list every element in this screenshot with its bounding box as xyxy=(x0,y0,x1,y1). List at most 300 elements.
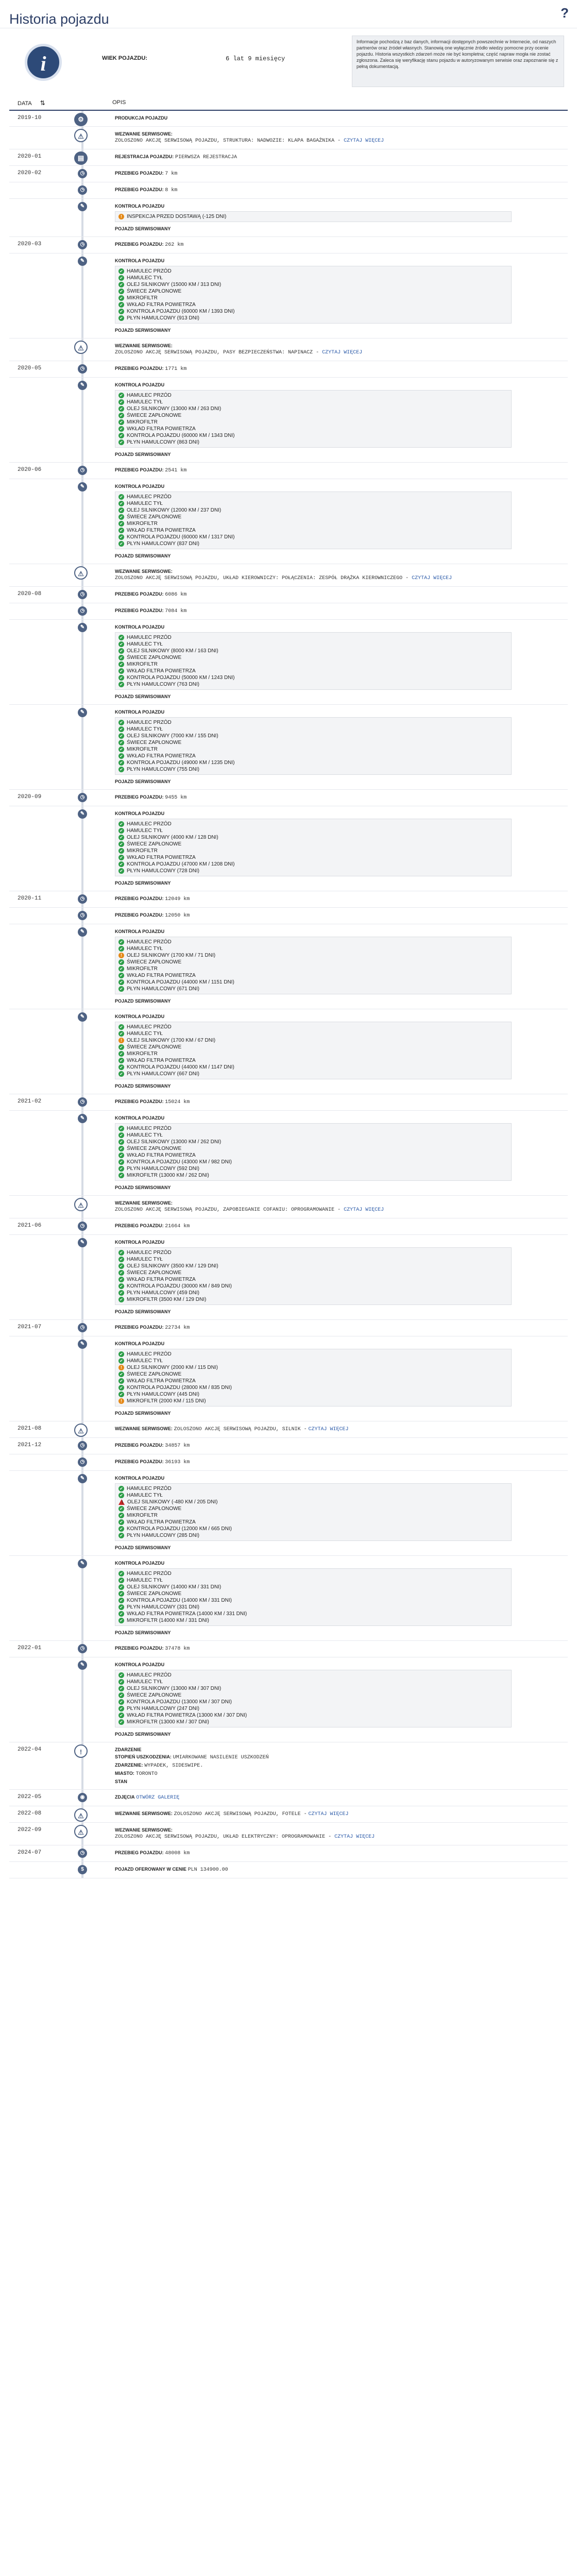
serviced-label: POJAZD SERWISOWANY xyxy=(115,226,171,231)
check-item: ✔ WKŁAD FILTRA POWIETRZA xyxy=(118,301,508,308)
check-item: ✔ HAMULEC PRZÓD xyxy=(118,634,508,641)
check-item: ✔ WKŁAD FILTRA POWIETRZA xyxy=(118,1057,508,1064)
mileage-label: PRZEBIEG POJAZDU: xyxy=(115,1325,164,1330)
sort-icon[interactable]: ⇅ xyxy=(40,99,45,107)
odometer-icon: ◷ xyxy=(78,1097,87,1107)
check-item: ✔ PŁYN HAMULCOWY (459 DNI) xyxy=(118,1290,508,1296)
row-date: 2021-02 xyxy=(18,1098,42,1105)
check-item: ✔ PŁYN HAMULCOWY (863 DNI) xyxy=(118,439,508,446)
history-row-production xyxy=(9,111,568,127)
recall-description: ZOLOSZONO AKCJĘ SERWISOWĄ POJAZDU, ZAPOBIEGANIE COFANIU: OPROGRAMOWANIE - xyxy=(115,1207,341,1213)
row-date: 2020-06 xyxy=(18,467,42,473)
serviced-label: POJAZD SERWISOWANY xyxy=(115,779,171,784)
check-item: ✔ WKŁAD FILTRA POWIETRZA xyxy=(118,1276,508,1283)
check-item: ✔ HAMULEC TYŁ xyxy=(118,726,508,733)
serviced-label: POJAZD SERWISOWANY xyxy=(115,1732,171,1737)
photos-label: ZDJĘCIA xyxy=(115,1794,135,1800)
checklist xyxy=(115,1483,512,1541)
recall-label: WEZWANIE SERWISOWE: xyxy=(115,1200,173,1206)
price-tag-icon: $ xyxy=(78,1865,87,1874)
history-row-inspection xyxy=(9,705,568,790)
state-label: STAN xyxy=(115,1779,127,1784)
check-item: ✔ ŚWIECE ZAPŁONOWE xyxy=(118,1044,508,1050)
read-more-link[interactable]: CZYTAJ WIĘCEJ xyxy=(308,1811,349,1817)
history-row-mileage xyxy=(9,463,568,479)
check-item: ! OLEJ SILNIKOWY (2000 KM / 115 DNI) xyxy=(118,1364,508,1371)
check-item: ✔ PŁYN HAMULCOWY (913 DNI) xyxy=(118,315,508,321)
serviced-label: POJAZD SERWISOWANY xyxy=(115,1630,171,1635)
check-item: ✔ MIKROFILTR xyxy=(118,419,508,426)
checklist xyxy=(115,492,512,549)
check-item: ✔ OLEJ SILNIKOWY (13000 KM / 307 DNI) xyxy=(118,1685,508,1692)
age-label: WIEK POJAZDU: xyxy=(102,55,147,61)
serviced-label: POJAZD SERWISOWANY xyxy=(115,998,171,1004)
checklist xyxy=(115,819,512,876)
check-item: ✔ ŚWIECE ZAPŁONOWE xyxy=(118,1505,508,1512)
checklist xyxy=(115,266,512,324)
mileage-value: 9455 km xyxy=(165,795,187,801)
control-label: KONTROLA POJAZDU xyxy=(115,811,165,816)
control-label: KONTROLA POJAZDU xyxy=(115,1561,165,1566)
recall-icon: ⚠ xyxy=(74,566,88,580)
history-row-inspection xyxy=(9,924,568,1009)
disclaimer-note: Informacje pochodzą z baz danych, informacji dostępnych powszechnie w Internecie, od naszych partnerów oraz źródeł własnych. Stanowią one wyłącznie źródło wiedzy pomocne przy ocenie pojazdu. Historia wszystkich zdarzeń może nie być kompletna; część napraw mogła nie zostać zgłoszona. Zaleca się weryfikację stanu pojazdu w autoryzowanym serwisie oraz zapoznanie się z pełną dokumentacją. xyxy=(352,36,564,87)
check-item: ✔ ŚWIECE ZAPŁONOWE xyxy=(118,654,508,661)
check-item: ✔ KONTROLA POJAZDU (13000 KM / 307 DNI) xyxy=(118,1699,508,1705)
history-row-mileage xyxy=(9,166,568,182)
odometer-icon: ◷ xyxy=(78,911,87,920)
check-item: ✔ MIKROFILTR xyxy=(118,520,508,527)
wrench-icon: ✎ xyxy=(78,623,87,632)
check-item: ✔ ŚWIECE ZAPŁONOWE xyxy=(118,1692,508,1699)
check-item: ✔ OLEJ SILNIKOWY (3500 KM / 129 DNI) xyxy=(118,1263,508,1269)
control-label: KONTROLA POJAZDU xyxy=(115,929,165,934)
mileage-label: PRZEBIEG POJAZDU: xyxy=(115,1646,164,1651)
wrench-icon: ✎ xyxy=(78,1114,87,1123)
history-row-recall xyxy=(9,1806,568,1823)
mileage-value: 15024 km xyxy=(165,1099,190,1105)
history-row-mileage xyxy=(9,1438,568,1454)
mileage-label: PRZEBIEG POJAZDU: xyxy=(115,591,164,597)
history-row-mileage xyxy=(9,1845,568,1862)
check-item: ✔ HAMULEC TYŁ xyxy=(118,827,508,834)
check-item: ✔ WKŁAD FILTRA POWIETRZA xyxy=(118,668,508,674)
control-label: KONTROLA POJAZDU xyxy=(115,624,165,630)
check-item: ✔ OLEJ SILNIKOWY (13000 KM / 263 DNI) xyxy=(118,405,508,412)
check-item: ✔ OLEJ SILNIKOWY (4000 KM / 128 DNI) xyxy=(118,834,508,841)
page-title: Historia pojazdu xyxy=(9,11,109,27)
odometer-icon: ◷ xyxy=(78,1644,87,1653)
recall-icon: ⚠ xyxy=(74,129,88,142)
history-row-inspection xyxy=(9,1111,568,1196)
history-row-inspection xyxy=(9,1657,568,1742)
check-item: ✔ OLEJ SILNIKOWY (7000 KM / 155 DNI) xyxy=(118,733,508,739)
row-date: 2021-12 xyxy=(18,1442,42,1448)
production-label: PRODUKCJA POJAZDU xyxy=(115,115,168,121)
check-item: ✔ KONTROLA POJAZDU (60000 KM / 1393 DNI) xyxy=(118,308,508,315)
check-item: ✔ OLEJ SILNIKOWY (12000 KM / 237 DNI) xyxy=(118,507,508,514)
serviced-label: POJAZD SERWISOWANY xyxy=(115,452,171,457)
serviced-label: POJAZD SERWISOWANY xyxy=(115,694,171,699)
wrench-icon: ✎ xyxy=(78,1340,87,1349)
check-item: ✔ MIKROFILTR (13000 KM / 262 DNI) xyxy=(118,1172,508,1179)
odometer-icon: ◷ xyxy=(78,240,87,249)
check-item: ✔ HAMULEC TYŁ xyxy=(118,399,508,405)
row-date: 2022-01 xyxy=(18,1645,42,1651)
check-item: ✔ MIKROFILTR xyxy=(118,295,508,301)
table-header xyxy=(9,94,568,111)
factory-icon: ⚙ xyxy=(74,113,88,126)
wrench-icon: ✎ xyxy=(78,257,87,266)
checklist xyxy=(115,390,512,448)
recall-icon: ⚠ xyxy=(74,1198,88,1211)
check-item: ✔ KONTROLA POJAZDU (12000 KM / 665 DNI) xyxy=(118,1526,508,1532)
incident-icon: ! xyxy=(74,1744,88,1758)
checklist xyxy=(115,717,512,775)
checklist xyxy=(115,1349,512,1406)
check-item: ! OLEJ SILNIKOWY (1700 KM / 67 DNI) xyxy=(118,1037,508,1044)
control-label: KONTROLA POJAZDU xyxy=(115,1014,165,1019)
check-item: ✔ KONTROLA POJAZDU (50000 KM / 1243 DNI) xyxy=(118,674,508,681)
history-row-recall xyxy=(9,338,568,361)
row-date: 2020-11 xyxy=(18,895,42,902)
history-row-recall xyxy=(9,127,568,149)
check-item: ✔ OLEJ SILNIKOWY (8000 KM / 163 DNI) xyxy=(118,648,508,654)
check-item: ✔ PŁYN HAMULCOWY (667 DNI) xyxy=(118,1071,508,1077)
check-item: ✔ KONTROLA POJAZDU (49000 KM / 1235 DNI) xyxy=(118,759,508,766)
check-item: ✔ WKŁAD FILTRA POWIETRZA xyxy=(118,1378,508,1384)
check-item: ✔ ŚWIECE ZAPŁONOWE xyxy=(118,1590,508,1597)
mileage-label: PRZEBIEG POJAZDU: xyxy=(115,1850,164,1855)
recall-description: ZOLOSZONO AKCJĘ SERWISOWĄ POJAZDU, UKŁAD ELEKTRYCZNY: OPROGRAMOWANIE - xyxy=(115,1834,332,1840)
history-list xyxy=(9,111,568,1878)
row-date: 2021-06 xyxy=(18,1223,42,1229)
recall-description: ZOLOSZONO AKCJĘ SERWISOWĄ POJAZDU, FOTELE - xyxy=(174,1811,307,1817)
mileage-label: PRZEBIEG POJAZDU: xyxy=(115,896,164,901)
mileage-value: 12050 km xyxy=(165,913,190,919)
odometer-icon: ◷ xyxy=(78,1323,87,1332)
place-value: TORONTO xyxy=(135,1771,158,1777)
check-item: ✔ PŁYN HAMULCOWY (755 DNI) xyxy=(118,766,508,773)
row-date: 2021-07 xyxy=(18,1324,42,1330)
mileage-label: PRZEBIEG POJAZDU: xyxy=(115,1099,164,1104)
check-item: ✔ ŚWIECE ZAPŁONOWE xyxy=(118,841,508,848)
history-row-mileage xyxy=(9,587,568,603)
open-gallery-link[interactable]: OTWÓRZ GALERIĘ xyxy=(136,1795,180,1801)
check-item: ✔ ŚWIECE ZAPŁONOWE xyxy=(118,1145,508,1152)
mileage-value: 36193 km xyxy=(165,1460,190,1465)
row-date: 2022-08 xyxy=(18,1810,42,1817)
recall-label: WEZWANIE SERWISOWE: xyxy=(115,131,173,137)
recall-label: WEZWANIE SERWISOWE: xyxy=(115,1811,173,1816)
place-label: MIASTO: xyxy=(115,1771,134,1776)
check-item: ✔ ŚWIECE ZAPŁONOWE xyxy=(118,959,508,965)
check-item: ✔ WKŁAD FILTRA POWIETRZA xyxy=(118,753,508,759)
camera-icon: ◉ xyxy=(78,1793,87,1802)
check-item: ✔ HAMULEC PRZÓD xyxy=(118,939,508,945)
check-item: ✔ ŚWIECE ZAPŁONOWE xyxy=(118,412,508,419)
check-item: ✔ PŁYN HAMULCOWY (445 DNI) xyxy=(118,1391,508,1398)
read-more-link[interactable]: CZYTAJ WIĘCEJ xyxy=(344,138,384,144)
event-value: WYPADEK, SIDESWIPE. xyxy=(144,1763,203,1769)
history-row-inspection xyxy=(9,1556,568,1641)
check-item: ! OLEJ SILNIKOWY (-480 KM / 205 DNI) xyxy=(118,1499,508,1505)
wrench-icon: ✎ xyxy=(78,1238,87,1247)
history-row-inspection xyxy=(9,1471,568,1556)
history-row-recall xyxy=(9,1421,568,1438)
wrench-icon: ✎ xyxy=(78,1474,87,1483)
check-item: ✔ WKŁAD FILTRA POWIETRZA xyxy=(118,972,508,979)
check-item: ✔ HAMULEC TYŁ xyxy=(118,275,508,281)
check-item: ✔ MIKROFILTR (3500 KM / 129 DNI) xyxy=(118,1296,508,1303)
check-item: ✔ HAMULEC PRZÓD xyxy=(118,821,508,827)
checklist xyxy=(115,1123,512,1181)
wrench-icon: ✎ xyxy=(78,809,87,819)
odometer-icon: ◷ xyxy=(78,606,87,616)
check-item: ✔ HAMULEC TYŁ xyxy=(118,1492,508,1499)
check-item: ✔ HAMULEC PRZÓD xyxy=(118,1351,508,1358)
check-item: ✔ MIKROFILTR xyxy=(118,661,508,668)
row-date: 2020-08 xyxy=(18,591,42,597)
read-more-link[interactable]: CZYTAJ WIĘCEJ xyxy=(412,575,452,581)
check-item: ! MIKROFILTR (2000 KM / 115 DNI) xyxy=(118,1398,508,1404)
check-item: ✔ KONTROLA POJAZDU (30000 KM / 849 DNI) xyxy=(118,1283,508,1290)
checklist xyxy=(115,1247,512,1305)
offer-label: POJAZD OFEROWANY W CENIE xyxy=(115,1867,186,1872)
row-date: 2022-05 xyxy=(18,1794,42,1800)
check-item: ✔ MIKROFILTR (13000 KM / 307 DNI) xyxy=(118,1719,508,1725)
odometer-icon: ◷ xyxy=(78,185,87,195)
recall-icon: ⚠ xyxy=(74,1423,88,1437)
mileage-label: PRZEBIEG POJAZDU: xyxy=(115,242,164,247)
check-item: ✔ OLEJ SILNIKOWY (14000 KM / 331 DNI) xyxy=(118,1584,508,1590)
check-item: ✔ HAMULEC PRZÓD xyxy=(118,1125,508,1132)
mileage-label: PRZEBIEG POJAZDU: xyxy=(115,1459,164,1464)
desc-column-header: OPIS xyxy=(112,99,126,106)
control-label: KONTROLA POJAZDU xyxy=(115,1662,165,1667)
mileage-label: PRZEBIEG POJAZDU: xyxy=(115,1443,164,1448)
check-item: ✔ KONTROLA POJAZDU (60000 KM / 1343 DNI) xyxy=(118,432,508,439)
mileage-value: 2541 km xyxy=(165,468,187,473)
check-item: ✔ HAMULEC TYŁ xyxy=(118,1132,508,1139)
row-date: 2020-03 xyxy=(18,241,42,247)
check-item: ✔ KONTROLA POJAZDU (43000 KM / 982 DNI) xyxy=(118,1159,508,1165)
history-row-mileage xyxy=(9,1320,568,1336)
check-item: ✔ HAMULEC TYŁ xyxy=(118,1358,508,1364)
recall-icon: ⚠ xyxy=(74,1825,88,1838)
history-row-registration xyxy=(9,149,568,166)
check-item: ✔ HAMULEC PRZÓD xyxy=(118,1672,508,1679)
history-row-mileage xyxy=(9,908,568,924)
top-bar xyxy=(0,0,577,28)
check-item: ✔ KONTROLA POJAZDU (14000 KM / 331 DNI) xyxy=(118,1597,508,1604)
control-label: KONTROLA POJAZDU xyxy=(115,484,165,489)
history-row-recall xyxy=(9,564,568,587)
check-item: ✔ OLEJ SILNIKOWY (15000 KM / 313 DNI) xyxy=(118,281,508,288)
recall-label: WEZWANIE SERWISOWE: xyxy=(115,1827,173,1833)
history-row-mileage xyxy=(9,237,568,253)
date-column-header[interactable] xyxy=(18,99,45,107)
serviced-label: POJAZD SERWISOWANY xyxy=(115,553,171,558)
history-row-inspection xyxy=(9,479,568,564)
history-row-inspection xyxy=(9,1235,568,1320)
check-item: ✔ MIKROFILTR xyxy=(118,746,508,753)
mileage-label: PRZEBIEG POJAZDU: xyxy=(115,912,164,918)
check-item: ✔ PŁYN HAMULCOWY (331 DNI) xyxy=(118,1604,508,1611)
check-item: ✔ HAMULEC PRZÓD xyxy=(118,1570,508,1577)
row-date: 2019-10 xyxy=(18,115,42,121)
mileage-value: 8 km xyxy=(165,188,178,193)
check-item: ✔ WKŁAD FILTRA POWIETRZA xyxy=(118,1152,508,1159)
check-item: ✔ OLEJ SILNIKOWY (13000 KM / 262 DNI) xyxy=(118,1139,508,1145)
control-label: KONTROLA POJAZDU xyxy=(115,204,165,209)
recall-label: WEZWANIE SERWISOWE: xyxy=(115,1426,173,1431)
row-date: 2020-05 xyxy=(18,365,42,371)
row-date: 2020-01 xyxy=(18,154,42,160)
check-item: ✔ KONTROLA POJAZDU (44000 KM / 1147 DNI) xyxy=(118,1064,508,1071)
mileage-label: PRZEBIEG POJAZDU: xyxy=(115,187,164,192)
history-row-mileage xyxy=(9,603,568,620)
help-icon[interactable]: ? xyxy=(561,5,569,21)
checklist xyxy=(115,1670,512,1727)
read-more-link[interactable]: CZYTAJ WIĘCEJ xyxy=(322,350,363,355)
history-row-mileage xyxy=(9,1454,568,1471)
severity-value: UMIARKOWANE NASILENIE USZKODZEŃ xyxy=(173,1755,269,1760)
check-item: ✔ HAMULEC TYŁ xyxy=(118,500,508,507)
check-item: ✔ ŚWIECE ZAPŁONOWE xyxy=(118,1269,508,1276)
check-item: ✔ HAMULEC PRZÓD xyxy=(118,1249,508,1256)
serviced-label: POJAZD SERWISOWANY xyxy=(115,328,171,333)
row-date: 2020-02 xyxy=(18,170,42,176)
mileage-value: 7 km xyxy=(165,171,178,177)
history-row-inspection xyxy=(9,1336,568,1421)
read-more-link[interactable]: CZYTAJ WIĘCEJ xyxy=(344,1207,384,1213)
control-label: KONTROLA POJAZDU xyxy=(115,1341,165,1346)
check-item: ✔ KONTROLA POJAZDU (28000 KM / 835 DNI) xyxy=(118,1384,508,1391)
control-label: KONTROLA POJAZDU xyxy=(115,1476,165,1481)
odometer-icon: ◷ xyxy=(78,793,87,802)
history-row-inspection xyxy=(9,199,568,237)
age-value: 6 lat 9 miesięcy xyxy=(226,55,285,62)
check-item: ! INSPEKCJA PRZED DOSTAWĄ (-125 DNI) xyxy=(118,213,508,220)
mileage-value: 48008 km xyxy=(165,1851,190,1856)
recall-icon: ⚠ xyxy=(74,341,88,354)
recall-label: WEZWANIE SERWISOWE: xyxy=(115,343,173,348)
serviced-label: POJAZD SERWISOWANY xyxy=(115,1083,171,1089)
mileage-label: PRZEBIEG POJAZDU: xyxy=(115,794,164,800)
check-item: ✔ PŁYN HAMULCOWY (592 DNI) xyxy=(118,1165,508,1172)
check-item: ✔ HAMULEC PRZÓD xyxy=(118,1485,508,1492)
wrench-icon: ✎ xyxy=(78,381,87,390)
odometer-icon: ◷ xyxy=(78,466,87,475)
mileage-value: 262 km xyxy=(165,242,184,248)
check-item: ✔ WKŁAD FILTRA POWIETRZA (13000 KM / 307 DNI) xyxy=(118,1712,508,1719)
check-item: ✔ PŁYN HAMULCOWY (728 DNI) xyxy=(118,868,508,874)
check-item: ✔ PŁYN HAMULCOWY (285 DNI) xyxy=(118,1532,508,1539)
registration-value: PIERWSZA REJESTRACJA xyxy=(175,155,237,160)
info-glyph: i xyxy=(40,52,46,75)
history-row-mileage xyxy=(9,891,568,908)
check-item: ✔ MIKROFILTR xyxy=(118,848,508,854)
history-row-mileage xyxy=(9,182,568,199)
check-item: ✔ HAMULEC TYŁ xyxy=(118,1679,508,1685)
row-date: 2020-09 xyxy=(18,794,42,800)
history-row-mileage xyxy=(9,1094,568,1111)
mileage-value: 7084 km xyxy=(165,608,187,614)
history-row-incident xyxy=(9,1742,568,1790)
check-item: ✔ HAMULEC TYŁ xyxy=(118,1577,508,1584)
check-item: ✔ WKŁAD FILTRA POWIETRZA xyxy=(118,1519,508,1526)
check-item: ✔ ŚWIECE ZAPŁONOWE xyxy=(118,514,508,520)
read-more-link[interactable]: CZYTAJ WIĘCEJ xyxy=(308,1427,349,1432)
checklist xyxy=(115,1022,512,1079)
mileage-value: 12049 km xyxy=(165,896,190,902)
check-item: ✔ WKŁAD FILTRA POWIETRZA xyxy=(118,527,508,534)
incident-title: ZDARZENIE xyxy=(115,1747,142,1752)
read-more-link[interactable]: CZYTAJ WIĘCEJ xyxy=(334,1834,375,1840)
mileage-label: PRZEBIEG POJAZDU: xyxy=(115,1223,164,1228)
wrench-icon: ✎ xyxy=(78,1660,87,1670)
check-item: ! OLEJ SILNIKOWY (1700 KM / 71 DNI) xyxy=(118,952,508,959)
recall-description: ZOLOSZONO AKCJĘ SERWISOWĄ POJAZDU, UKŁAD KIEROWNICZY: POŁĄCZENIA: ZESPÓŁ DRĄŻKA KIEROWNICZEGO - xyxy=(115,575,409,581)
check-item: ✔ HAMULEC TYŁ xyxy=(118,1030,508,1037)
check-item: ✔ KONTROLA POJAZDU (47000 KM / 1208 DNI) xyxy=(118,861,508,868)
history-row-mileage xyxy=(9,1641,568,1657)
history-row-recall xyxy=(9,1196,568,1218)
recall-label: WEZWANIE SERWISOWE: xyxy=(115,569,173,574)
wrench-icon: ✎ xyxy=(78,202,87,211)
check-item: ✔ HAMULEC PRZÓD xyxy=(118,719,508,726)
registration-label: REJESTRACJA POJAZDU: xyxy=(115,154,174,159)
mileage-label: PRZEBIEG POJAZDU: xyxy=(115,608,164,613)
mileage-value: 6086 km xyxy=(165,592,187,598)
odometer-icon: ◷ xyxy=(78,894,87,904)
mileage-value: 37478 km xyxy=(165,1646,190,1652)
checklist xyxy=(115,632,512,690)
check-item: ✔ PŁYN HAMULCOWY (247 DNI) xyxy=(118,1705,508,1712)
control-label: KONTROLA POJAZDU xyxy=(115,709,165,715)
check-item: ✔ MIKROFILTR xyxy=(118,1050,508,1057)
history-row-inspection xyxy=(9,378,568,463)
history-row-mileage xyxy=(9,790,568,806)
control-label: KONTROLA POJAZDU xyxy=(115,382,165,387)
check-item: ✔ MIKROFILTR (14000 KM / 331 DNI) xyxy=(118,1617,508,1624)
odometer-icon: ◷ xyxy=(78,590,87,599)
mileage-value: 34857 km xyxy=(165,1443,190,1449)
row-date: 2021-08 xyxy=(18,1426,42,1432)
wrench-icon: ✎ xyxy=(78,708,87,717)
wrench-icon: ✎ xyxy=(78,1012,87,1022)
checklist xyxy=(115,937,512,994)
date-header-label: DATA xyxy=(18,100,32,107)
offer-price: PLN 134900.00 xyxy=(188,1867,228,1873)
check-item: ✔ HAMULEC TYŁ xyxy=(118,945,508,952)
mileage-label: PRZEBIEG POJAZDU: xyxy=(115,171,164,176)
serviced-label: POJAZD SERWISOWANY xyxy=(115,880,171,886)
history-row-inspection xyxy=(9,1009,568,1094)
check-item: ✔ PŁYN HAMULCOWY (837 DNI) xyxy=(118,540,508,547)
mileage-label: PRZEBIEG POJAZDU: xyxy=(115,467,164,472)
wrench-icon: ✎ xyxy=(78,482,87,492)
check-item: ✔ MIKROFILTR xyxy=(118,965,508,972)
recall-icon: ⚠ xyxy=(74,1808,88,1822)
checklist xyxy=(115,211,512,222)
serviced-label: POJAZD SERWISOWANY xyxy=(115,1185,171,1190)
wrench-icon: ✎ xyxy=(78,927,87,937)
event-label: ZDARZENIE: xyxy=(115,1762,143,1768)
mileage-label: PRZEBIEG POJAZDU: xyxy=(115,366,164,371)
history-row-inspection xyxy=(9,253,568,338)
